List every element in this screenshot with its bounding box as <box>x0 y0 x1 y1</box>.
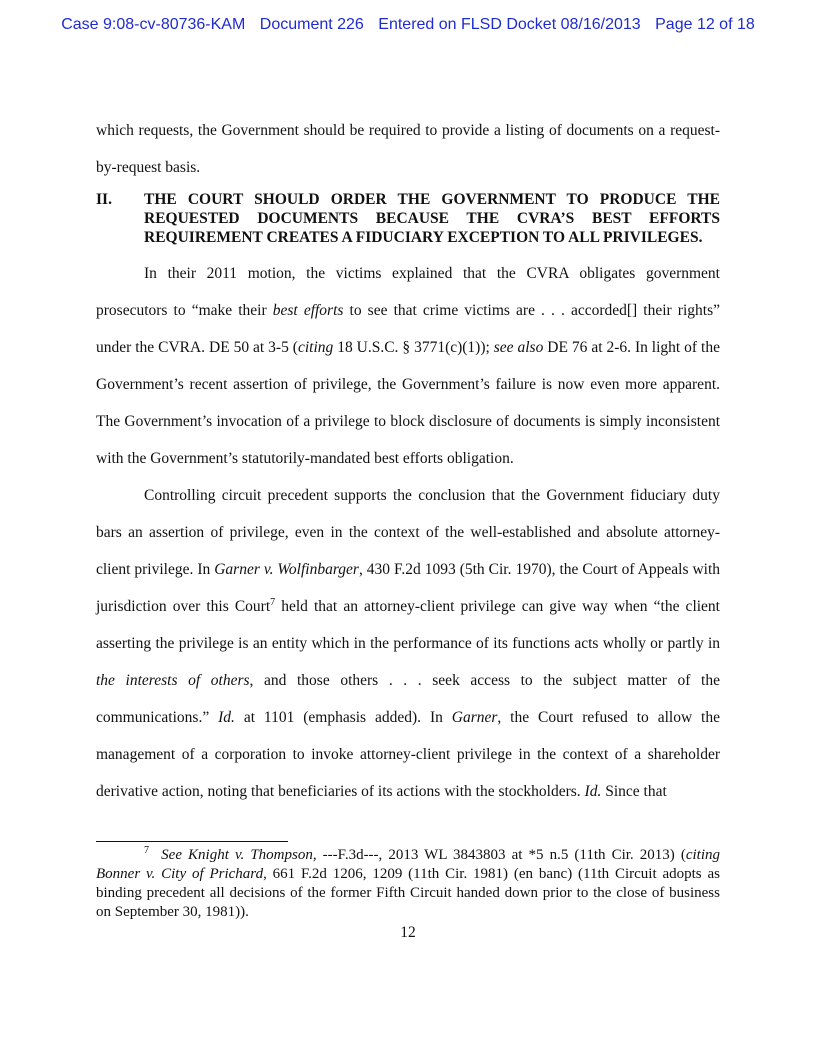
italic-text: Id. <box>218 709 235 726</box>
document-number: Document 226 <box>259 16 364 33</box>
italic-text: Id. <box>584 783 602 800</box>
docket-entry-date: Entered on FLSD Docket 08/16/2013 <box>378 16 641 33</box>
footnote-reference: 7 <box>270 596 276 608</box>
text-run: DE 76 at 2-6. In light of the Government’s recent assertion of privilege, the Government’s failure is now even more apparent. The Government’s invocation of a privilege to block disclosure of documents is simply inconsistent with the Government’s statutorily-mandated best efforts obligation. <box>96 339 720 467</box>
text-run: , the Court refused to allow the management of a corporation to invoke attorney-client privilege in the context of a shareholder derivative action, noting that beneficiaries of its actions with the stockholders. <box>96 709 720 800</box>
section-heading <box>96 190 720 247</box>
case-citation: citing Bonner v. City of Prichard <box>96 847 720 882</box>
text-run: , ---F.3d---, 2013 WL 3843803 at *5 n.5 (11th Cir. 2013) ( <box>312 847 686 863</box>
case-number: Case 9:08-cv-80736-KAM <box>61 16 246 33</box>
body-paragraph-2 <box>96 477 720 810</box>
text-run: at 1101 (emphasis added). In <box>234 709 452 726</box>
text-run: , 661 F.2d 1206, 1209 (11th Cir. 1981) (en banc) (11th Circuit adopts as binding precedent all decisions of the former Fifth Circuit handed down prior to the close of business on September 30, 1981)). <box>96 866 720 920</box>
page-number: 12 <box>400 924 416 941</box>
docket-page-count: Page 12 of 18 <box>655 16 755 33</box>
text-run: In their 2011 motion, the victims explained that the CVRA obligates government prosecutors to “make their <box>96 265 720 319</box>
body-paragraph-1 <box>96 255 720 477</box>
italic-text: citing <box>297 339 334 356</box>
docket-header <box>0 16 816 34</box>
case-citation: See Knight v. Thompson <box>161 847 313 863</box>
text-run: , and those others . . . seek access to the subject matter of the communications.” <box>96 672 720 726</box>
text-run: held that an attorney-client privilege can give way when “the client asserting the privilege is an entity which in the performance of its functions acts wholly or partly in <box>96 598 720 652</box>
case-citation: Garner v. Wolfinbarger <box>214 561 359 578</box>
italic-text: the interests of others <box>96 672 250 689</box>
italic-text: best efforts <box>272 302 344 319</box>
section-number: II. <box>96 191 112 208</box>
footnote <box>96 846 720 922</box>
italic-text: see also <box>493 339 544 356</box>
footnote-divider <box>96 841 288 842</box>
footnote-number: 7 <box>144 845 149 856</box>
text-run: 18 U.S.C. § 3771(c)(1)); <box>333 339 494 356</box>
text-run: , 430 F.2d 1093 (5th Cir. 1970), the Court of Appeals with jurisdiction over this Court <box>96 561 720 615</box>
section-title: THE COURT SHOULD ORDER THE GOVERNMENT TO PRODUCE THE REQUESTED DOCUMENTS BECAUSE THE CVRA’S BEST EFFORTS REQUIREMENT CREATES A FIDUCIARY EXCEPTION TO ALL PRIVILEGES. <box>144 191 720 246</box>
text-run: to see that crime victims are . . . accorded[] their rights” under the CVRA. DE 50 at 3-5 ( <box>96 302 720 356</box>
text-run: Since that <box>601 783 667 800</box>
case-citation: Garner <box>451 709 498 726</box>
text-run: Controlling circuit precedent supports the conclusion that the Government fiduciary duty bars an assertion of privilege, even in the context of the well-established and absolute attorney-client privilege. In <box>96 487 720 578</box>
page-body <box>96 112 720 810</box>
continued-paragraph: which requests, the Government should be required to provide a listing of documents on a request-by-request basis. <box>96 122 720 176</box>
